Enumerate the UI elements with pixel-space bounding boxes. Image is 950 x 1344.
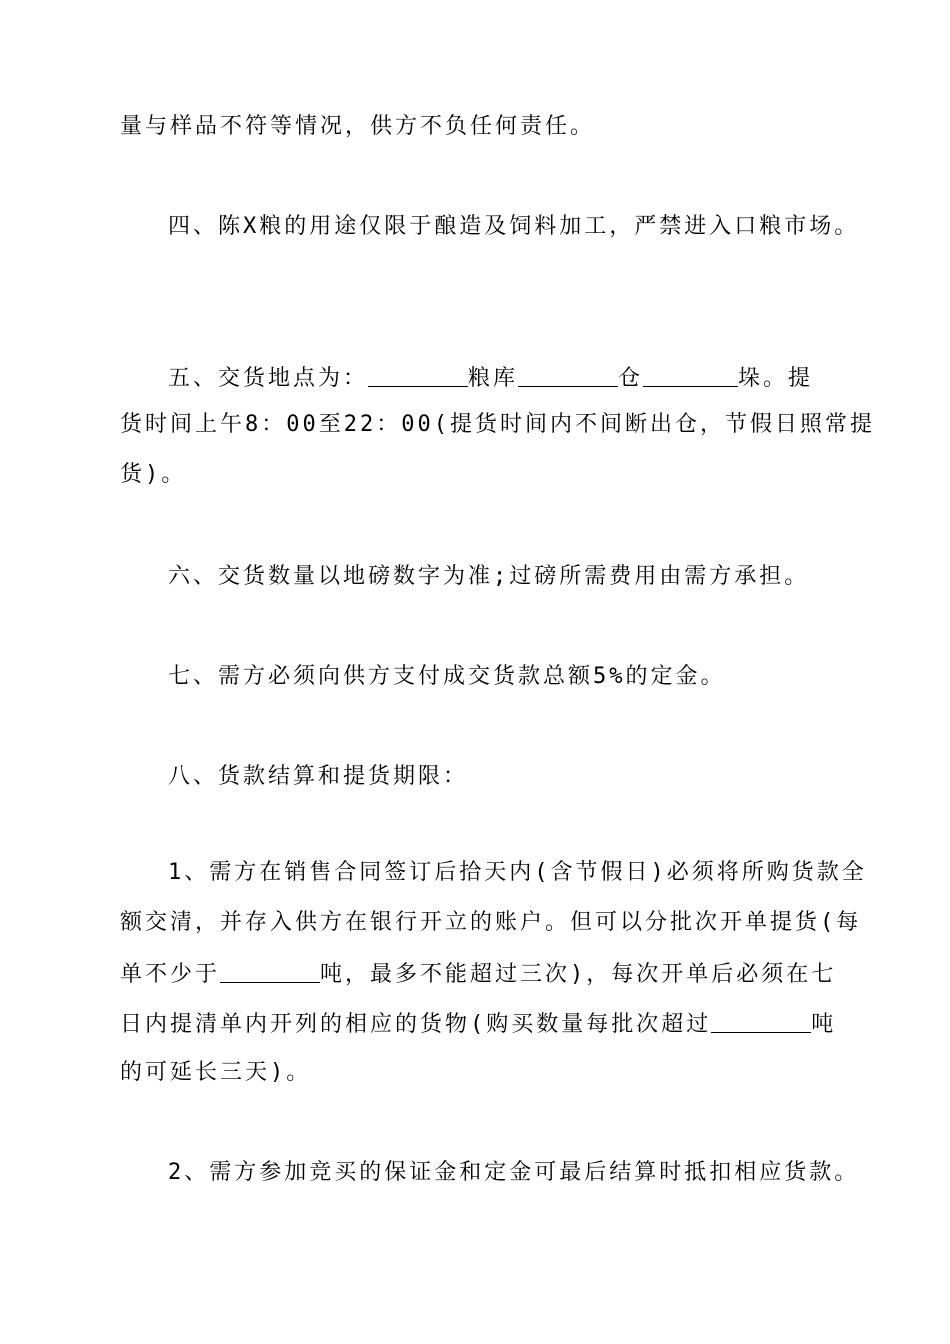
clause-5-text-a: 五、交货地点为： (168, 366, 369, 391)
blank-stack (643, 364, 738, 387)
clause-6: 六、交货数量以地磅数字为准;过磅所需费用由需方承担。 (168, 564, 810, 589)
clause-5-text-b: 粮库 (468, 366, 519, 391)
blank-granary (368, 364, 468, 387)
clause-4: 四、陈X粮的用途仅限于酿造及饲料加工，严禁进入口粮市场。 (168, 214, 860, 239)
clause-8-heading: 八、货款结算和提货期限： (168, 764, 469, 789)
blank-warehouse (518, 364, 618, 387)
blank-min-tons (220, 960, 320, 983)
clause-8-1-text-d: 吨 (811, 1012, 837, 1037)
clause-8-1-line-5: 的可延长三天)。 (120, 1060, 312, 1085)
clause-5-line-1 (168, 362, 813, 392)
clause-5-line-3: 货)。 (120, 462, 187, 487)
blank-extend-tons (711, 1010, 811, 1033)
clause-5-text-c: 仓 (618, 366, 644, 391)
clause-7: 七、需方必须向供方支付成交货款总额5%的定金。 (168, 664, 726, 689)
clause-8-1-line-4 (120, 1008, 836, 1038)
paragraph-continuation: 量与样品不符等情况，供方不负任何责任。 (120, 114, 596, 139)
clause-5-line-2: 货时间上午8：00至22：00(提货时间内不间断出仓，节假日照常提 (120, 412, 875, 437)
clause-8-1-line-3 (120, 958, 836, 988)
clause-8-1-text-a: 单不少于 (120, 962, 221, 987)
clause-8-1-text-b: 吨，最多不能超过三次)，每次开单后必须在七 (320, 962, 837, 987)
clause-8-2: 2、需方参加竞买的保证金和定金可最后结算时抵扣相应货款。 (168, 1160, 860, 1185)
clause-8-1-line-2: 额交清，并存入供方在银行开立的账户。但可以分批次开单提货(每 (120, 910, 862, 935)
clause-5-text-d: 垛。提 (738, 366, 814, 391)
clause-8-1-text-c: 日内提清单内开列的相应的货物(购买数量每批次超过 (120, 1012, 712, 1037)
clause-8-1-line-1: 1、需方在销售合同签订后拾天内(含节假日)必须将所购货款全 (168, 860, 867, 885)
